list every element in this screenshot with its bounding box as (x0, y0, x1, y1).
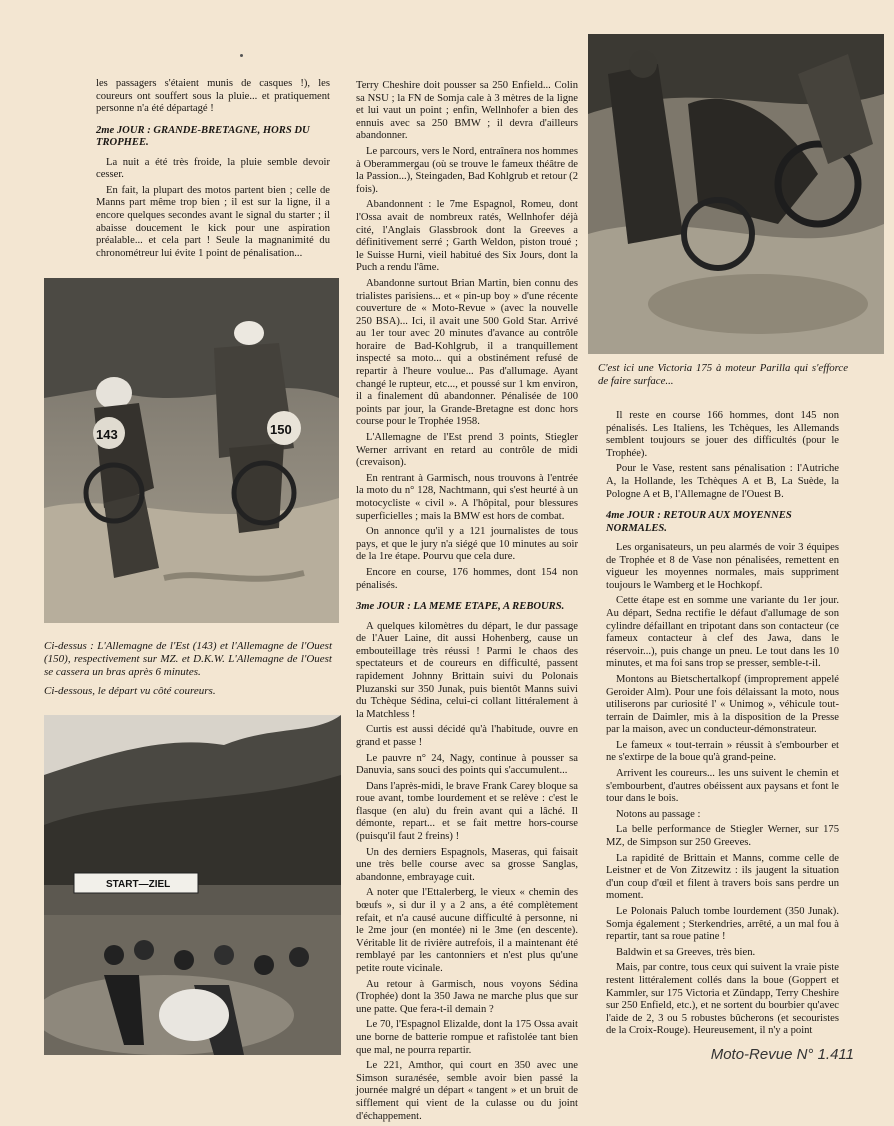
paragraph: Encore en course, 176 hommes, dont 154 non pénalisés. (356, 566, 578, 591)
paragraph: La nuit a été très froide, la pluie semble devoir cesser. (96, 156, 330, 181)
photo-captions (44, 640, 332, 704)
paragraph: Le fameux « tout-terrain » réussit à s'embourber et ne s'extirpe de la boue qu'à grand-peine. (606, 739, 839, 764)
paragraph: Les organisateurs, un peu alarmés de voir 3 équipes de Trophée et 8 de Vase non pénalisées, remettent en vigueur les moyennes normales, mais suppriment toujours le Wamberg et le Hochkopf. (606, 541, 839, 591)
caption-top: Ci-dessus : L'Allemagne de l'Est (143) et l'Allemagne de l'Ouest (150), respectivement sur MZ. et D.K.W. L'Allemagne de l'Ouest se cassera un bras après 6 minutes. (44, 640, 332, 678)
paragraph: Mais, par contre, tous ceux qui suivent la vraie piste restent littéralement collés dans la boue (Goppert et Kammler, sur 175 Victoria et Zündapp, Terry Cheshire sur 250 Enfield, etc.), et ne sortent du bourbier qu'avec l'aide de 2, 3 ou 5 robustes bûcherons (et secouristes de la Croix-Rouge). Heureusement, il n'y a point (606, 962, 839, 1037)
paragraph: La belle performance de Stiegler Werner, sur 175 MZ, de Simpson sur 250 Greeves. (606, 824, 839, 849)
intro-paragraph: les passagers s'étaient munis de casques !), les coureurs ont souffert sous la pluie... et pratiquement personne n'a été départagé ! (96, 78, 330, 115)
paragraph: Abandonnent : le 7me Espagnol, Romeu, dont l'Ossa avait de nombreux ratés, Wellnhofer déjà cité, l'Anglais Glassbrook dont la Greeves a définitivement serré ; Garth Weldon, piston troué ; le Suisse Hurni, vieil habitué des Six Jours, dont la Puch a rendu l'âme. (356, 199, 578, 274)
paragraph: En fait, la plupart des motos partent bien ; celle de Manns part même trop bien ; il est sur la ligne, il a encore quelques secondes avant le signal du starter ; il abaisse doucement le kick pour une aspiration préalable... et cela part ! Seule la magnanimité du chronométreur lui évite 1 point de pénalisation... (96, 184, 330, 259)
paragraph: Le 221, Amthor, qui court en 350 avec une Simson surалésée, semble avoir bien passé la journée malgré un départ « tangent » et un bruit de sifflement qui vient de la culasse ou du joint d'échappement. (356, 1060, 578, 1122)
column-1-top (96, 78, 330, 263)
paragraph: A quelques kilomètres du départ, le dur passage de l'Auer Laine, dit aussi Hohenberg, cause un embouteillage très réussi ! Parmi le chaos des spectateurs et de coureurs en difficulté, passent rapidement Johnny Brittain suivi du Polonais Pluzanski sur 350 Junak, puis bientôt Manns suivi du Tchèque Sédina, celui-ci collant littéralement à la Matchless ! (356, 620, 578, 720)
number-150-label: 150 (270, 422, 292, 437)
photo-riders-143-150 (44, 278, 339, 623)
day2-heading: 2me JOUR : GRANDE-BRETAGNE, HORS DU TROPHEE. (96, 124, 310, 149)
paragraph: Il reste en course 166 hommes, dont 145 non pénalisés. Les Italiens, les Tchèques, les Allemands semblent toujours se jouer des difficultés (pour le Trophée). (606, 410, 839, 459)
number-143-label: 143 (96, 427, 118, 442)
paragraph: Notons au passage : (616, 808, 701, 820)
paragraph: Baldwin et sa Greeves, très bien. (616, 946, 756, 958)
caption-victoria: C'est ici une Victoria 175 à moteur Parilla qui s'efforce de faire surface... (598, 362, 848, 387)
paragraph: En rentrant à Garmisch, nous trouvons à l'entrée la moto du n° 128, Nachtmann, qui s'est heurté à un motocycliste « civil ». A l'hôpital, pour blessures superficielles ; mais la BMW est hors de combat. (356, 472, 578, 522)
photo-start-line (44, 715, 341, 1055)
column-3 (606, 410, 839, 1041)
paragraph: Cette étape est en somme une variante du 1er jour. Au départ, Sedna rectifie le défaut d'allumage de son cylindre défaillant en tripotant dans son contacteur (ce fameux contacteur à clef des Jawa, dans le réservoir...), puis change un pneu. Le tout dans les 10 minutes, et ma foi sans trop se presser, semble-t-il. (606, 595, 839, 670)
paragraph: Le 70, l'Espagnol Elizalde, dont la 175 Ossa avait une borne de batterie rompue et rafistolée tant bien que mal, ne pourra repartir. (356, 1019, 578, 1056)
paragraph: Le Polonais Paluch tombe lourdement (350 Junak). Somja également ; Sterkendries, arrêté, a un mal fou à repartir, tant sa roue patine ! (606, 906, 839, 943)
paragraph: Le pauvre n° 24, Nagy, continue à pousser sa Danuvia, sans souci des points qui s'accumulent... (356, 752, 578, 777)
paragraph: A noter que l'Ettalerberg, le vieux « chemin des bœufs », si dur il y a 2 ans, a été complètement refait, et n'a causé aucune difficulté à personne, ni le 2me jour (en montée) ni le 3me (en descente). Véritable lit de rivière autrefois, il a maintenant été remblayé par les cantonniers et n'est plus qu'une petite route vicinale. (356, 887, 578, 974)
paragraph: Au retour à Garmisch, nous voyons Sédina (Trophée) dont la 350 Jawa ne marche plus que sur une patte. Que fera-t-il demain ? (356, 978, 578, 1015)
paragraph: Terry Cheshire doit pousser sa 250 Enfield... Colin sa NSU ; la FN de Somja cale à 3 mètres de la ligne et lui vaut un point ; enfin, Wellnhofer a bien des ennuis avec sa 250 BMW ; il devra d'ailleurs abandonner. (356, 80, 578, 142)
paragraph: Montons au Bietschertalkopf (improprement appelé Geroider Alm). Pour une fois délaissant la moto, nous utiliserons par curiosité l' « Unimog », véhicule tout-terrain de Daimler, mis à la disposition de la Presse par la maison, avec un conducteur-démonstrateur. (606, 673, 839, 736)
page-footer: Moto-Revue N° 1.411 (710, 1046, 854, 1063)
day4-heading: 4me JOUR : RETOUR AUX MOYENNES NORMALES. (606, 510, 792, 534)
paragraph: Curtis est aussi décidé qu'à l'habitude, ouvre en grand et passe ! (356, 724, 578, 748)
photo-victoria-175 (588, 34, 884, 354)
day3-heading: 3me JOUR : LA MEME ETAPE, A REBOURS. (356, 601, 565, 613)
paragraph: Pour le Vase, restent sans pénalisation : l'Autriche A, la Hollande, les Tchèques A et B, La Suède, la Pologne A et B, l'Allemagne de l'Ouest B. (606, 463, 839, 500)
paragraph: Abandonne surtout Brian Martin, bien connu des trialistes parisiens... et « pin-up boy » d'une récente couverture de « Moto-Revue » (avec la nouvelle 250 BSA)... Ici, il avait une 500 Gold Star. Arrivé au 1er tour avec 20 minutes d'avance au contrôle horaire de Bad-Kohlgrub, il a tranquillement inspecté sa moto... qui a obstinément refusé de repartir à l'heure voulue... Pas d'allumage. Ayant changé le rupteur, etc..., et poussé sur 1 km environ, il a finalement dû abandonner. Pénalisée de 100 points par jour, la Grande-Bretagne est donc hors course pour le Trophée 1958. (356, 277, 578, 428)
caption-bottom: Ci-dessous, le départ vu côté coureurs. (44, 685, 216, 697)
print-mark (240, 54, 243, 57)
paragraph: Arrivent les coureurs... les uns suivent le chemin et s'embourbent, d'autres obéissent aux paysans et font le tour dans le bois. (606, 768, 839, 805)
paragraph: La rapidité de Brittain et Manns, comme celle de Leistner et de Von Zitzewitz : ils jaugent la situation d'un coup d'œil et filent à travers bois sans perdre un moment. (606, 852, 839, 902)
paragraph: Un des derniers Espagnols, Maseras, qui faisait une très belle course avec sa grosse Sanglas, abandonne, embrayage cuit. (356, 846, 578, 883)
paragraph: On annonce qu'il y a 121 journalistes de tous pays, et que le jury n'a siégé que 10 minutes au soir de la 1re étape. Pourvu que cela dure. (356, 526, 578, 563)
column-2 (356, 80, 578, 1126)
start-ziel-label: START—ZIEL (106, 879, 171, 890)
paragraph: L'Allemagne de l'Est prend 3 points, Stiegler Werner arrivant en retard au contrôle de midi (crevaison). (356, 432, 578, 469)
paragraph: Le parcours, vers le Nord, entraînera nos hommes à Oberammergau (où se trouve le fameux théâtre de la Passion...), Steingaden, Bad Kohlgrub et retour (2 fois). (356, 145, 578, 195)
paragraph: Dans l'après-midi, le brave Frank Carey bloque sa roue avant, tombe lourdement et se relève : c'est le flasque (en alu) du frein avant qui a lâché. Il démonte, repart... et se fait mettre hors-course (puisqu'il faut 2 freins) ! (356, 780, 578, 843)
